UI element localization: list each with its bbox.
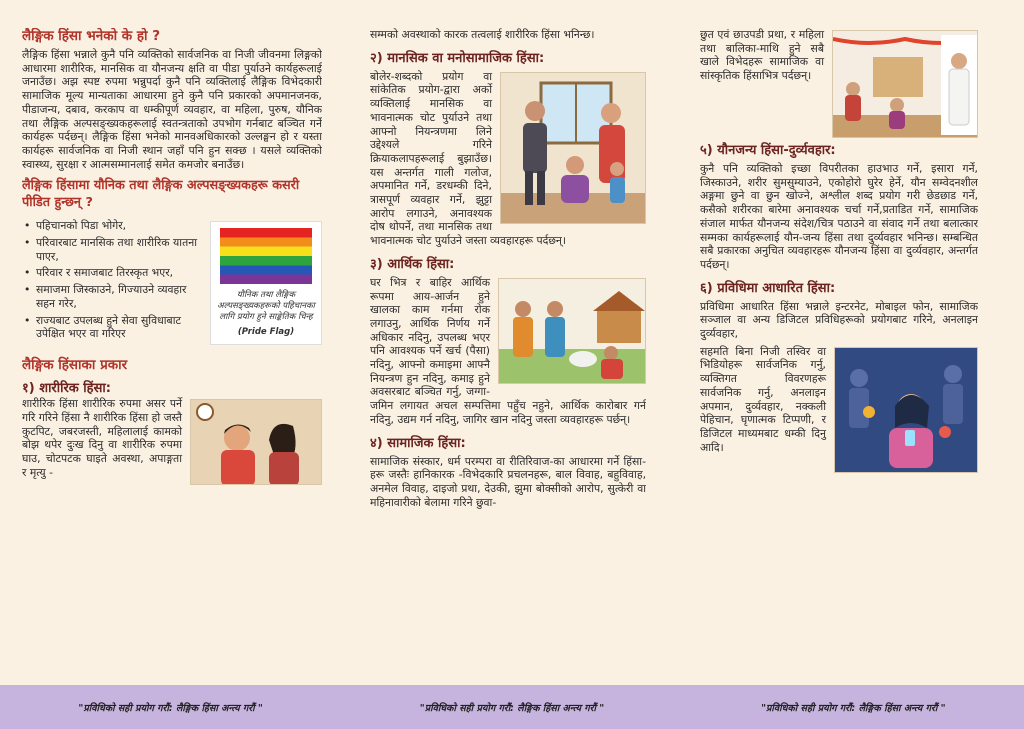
tech-text-cont: सहमति बिना निजी तस्विर वा भिडियोहरू सार्वजनिक गर्नु, व्यक्तिगत विवरणहरू सार्वजनिक गर्नु, अनलाइन अपमान, दुर्व्यवहार, नक्कली पेहिचान, घृणात्मक टिप्पणी, र डिजिटल माध्यमबाट धम्की दिनु आदि। bbox=[700, 344, 826, 454]
tech-text: प्रविधिमा आधारित हिंसा भन्नाले इन्टरनेट, मोबाइल फोन, सामाजिक सञ्जाल वा अन्य डिजिटल प्रविधिहरूको प्रयोगबाट गरिने, अनलाइन दुर्व्यवहार, bbox=[700, 299, 978, 341]
physical-text-cont: सम्मको अवस्थाको कारक तत्वलाई शारीरिक हिंसा भनिन्छ। bbox=[370, 28, 595, 41]
physical-violence-illustration bbox=[190, 399, 322, 485]
mental-violence-illustration bbox=[500, 72, 646, 224]
pride-flag-name: (Pride Flag) bbox=[237, 327, 295, 338]
heading-mental: २) मानसिक वा मनोसामाजिक हिंसा: bbox=[370, 50, 545, 66]
tech-violence-illustration bbox=[834, 347, 978, 473]
footer-slogan-2: "प्रविधिको सही प्रयोग गरौं: लैङ्गिक हिंसा अन्त्य गरौं " bbox=[419, 702, 605, 714]
social-violence-illustration bbox=[832, 30, 978, 138]
heading-what-is-gbv: लैङ्गिक हिंसा भनेको के हो ? bbox=[22, 28, 161, 44]
pride-flag-caption: यौनिक तथा लैङ्गिक अल्पसङ्ख्यकहरूको पहिचानका लागि प्रयोग हुने साङ्केतिक चिन्ह bbox=[217, 290, 315, 323]
economic-violence-illustration bbox=[498, 278, 646, 384]
heading-economic: ३) आर्थिक हिंसा: bbox=[370, 256, 455, 272]
list-item: • परिवारबाट मानसिक तथा शारीरिक यातना पाएर, bbox=[22, 236, 322, 263]
heading-physical: १) शारीरिक हिंसा: bbox=[22, 381, 111, 397]
list-item: • परिवार र समाजबाट तिरस्कृत भएर, bbox=[22, 266, 322, 280]
economic-text: घर भित्र र बाहिर आर्थिक रूपमा आय-आर्जन हुने खालका काम गर्नमा रोक लगाउनु, आर्थिक निर्णय गर्ने अधिकार नदिनु, उपलब्ध भएर पनि आवश्यक पर्ने खर्च (पैसा) नदिनु, आफ्नो कमाइमा आफ्नै नियन्त्रण हुन नदिनु, कमाइ हुने अवसरबाट बञ्चित गर्नु, जग्गा-जमिन लगायत अचल सम्पत्तिमा पहुँच नहुने, आर्थिक कारोबार गर्न नदिनु, उद्यम गर्न नदिनु, जागिर खान नदिनु जस्ता व्यवहारहरू पर्छन्। bbox=[370, 275, 646, 426]
list-item: • पहिचानको पिडा भोगेर, bbox=[22, 219, 322, 233]
social-text-cont: छुत एवं छाउपडी प्रथा, र महिला तथा बालिका-माथि हुने सबै खाले विभेदहरू सामाजिक वा सांस्कृतिक हिंसाभित्र पर्दछन्। bbox=[700, 28, 824, 83]
footer-bar bbox=[0, 685, 1024, 729]
column-3 bbox=[700, 28, 978, 683]
heading-types: लैङ्गिक हिंसाका प्रकार bbox=[22, 357, 128, 374]
heading-social: ४) सामाजिक हिंसा: bbox=[370, 435, 466, 451]
heading-sexual: ५) यौनजन्य हिंसा-दुर्व्यवहार: bbox=[700, 143, 836, 158]
physical-text: शारीरिक हिंसा शारीरिक रुपमा असर पर्ने गरि गरिने हिंसा नै शारीरिक हिंसा हो जस्तै कुटपिट, जबरजस्ती, महिलालाई कामको बोझ थपेर दुःख दिनु वा शारीरिक रुपमा घाउ, चोटपटक घाइते अवस्था, अपाङ्गता र मृत्यु - bbox=[22, 397, 182, 479]
column-1 bbox=[22, 28, 322, 683]
list-item: • समाजमा जिस्काउने, गिज्याउने व्यवहार सहन गरेर, bbox=[22, 283, 322, 310]
heading-tech: ६) प्रविधिमा आधारित हिंसा: bbox=[700, 280, 836, 296]
column-2 bbox=[370, 28, 646, 683]
social-text: सामाजिक संस्कार, धर्म परम्परा वा रीतिरिवाज-का आधारमा गर्ने हिंसा-हरू जस्तैः हानिकारक -विभेदकारि प्रचलनहरू, बाल विवाह, बहुविवाह, अनमेल विवाह, दाइजो प्रथा, देउकी, झुमा बोक्सीको आरोप, सुत्केरी वा महिनावारीको बेलामा गरिने छुवा- bbox=[370, 454, 646, 509]
sexual-text: कुनै पनि व्यक्तिको इच्छा विपरीतका हाउभाउ गर्ने, इसारा गर्ने, जिस्काउने, शरीर सुमसुम्याउने, एकोहोरो घुरेर हेर्ने, यौन सम्वेदनशील अङ्गमा छुने वा छुन खोज्ने, अश्लील शब्द प्रयोग गरी छेडछाड गर्ने, कसैको शरीरका बारेमा अनावश्यक चर्चा गर्ने,प्रताडित गर्ने, सामाजिक संजाल मार्फत यौनजन्य संदेश/चित्र पठाउने वा संवाद गर्ने तथा बलात्कार सम्मका कार्यहरूलाई यौन-जन्य हिंसा तथा दुर्व्यवहार भनिन्छ। सम्बन्धित सबै प्रकारका अनुचित व्यवहारहरू यौनजन्य हिंसा वा दुर्व्यवहार, अन्तर्गत पर्दछन्। bbox=[700, 162, 978, 271]
footer-slogan-1: "प्रविधिको सही प्रयोग गरौं: लैङ्गिक हिंसा अन्त्य गरौं " bbox=[78, 702, 263, 714]
mental-text: बोलेर-शब्दको प्रयोग वा सांकेतिक प्रयोग-द्वारा अर्को व्यक्तिलाई मानसिक वा भावनात्मक चोट पुर्याउने तथा आफ्नो नियन्त्रणमा लिने उद्देश्यले गरिने क्रियाकलापहरूलाई बुझाउँछ। यस अन्तर्गत गाली गलोज, अपमानित गर्ने, डरधम्की दिने, त्रासपूर्ण व्यवहार गर्ने, झुट्टा आरोप लगाउने, अनावश्यक दोष थोपर्ने, तथा मानसिक तथा भावनात्मक चोट पुर्याउने जस्ता व्यवहारहरू पर्दछन्। bbox=[370, 69, 567, 248]
footer-slogan-3: "प्रविधिको सही प्रयोग गरौं: लैङ्गिक हिंसा अन्त्य गरौं " bbox=[761, 702, 946, 714]
list-item: • राज्यबाट उपलब्ध हुने सेवा सुविधाबाट उपेक्षित भएर वा गरिएर bbox=[22, 314, 322, 341]
gbv-definition: लैङ्गिक हिंसा भन्नाले कुनै पनि व्यक्तिको सार्वजनिक वा निजी जीवनमा लिङ्गको आधारमा शारीरिक, मानसिक वा यौनजन्य क्षति वा पीडा पुर्याउने कार्यहरूलाई जनाउँछ। अझ स्पष्ट रुपमा भन्नुपर्दा कुनै पनि व्यक्तिलाई लैङ्गिक विभेदकारी सामाजिक मूल्य मान्यताका आधारमा हुने कुनै पनि प्रकारको अपमानजनक, पीडाजन्य, दबाव, करकाप वा धम्कीपूर्ण व्यवहार, वा महिला, पुरुष, यौनिक तथा लैङ्गिक अल्पसङ्ख्यकहरूलाई स्वतन्त्रताको उपभोग गर्नबाट बञ्चित गर्ने कार्यहरू पर्दछन्। लैङ्गिक हिंसा भनेको मानवअधिकारको उल्लङ्घन हो र यस्ता कार्यहरू सार्वजनिक वा निजी स्थान जहाँ पनि हुन सक्छ । यसले व्यक्तिको स्वास्थ्य, सुरक्षा र आत्मसम्मानलाई समेत कमजोर बनाउँछ। bbox=[22, 48, 322, 171]
heading-minorities: लैङ्गिक हिंसामा यौनिक तथा लैङ्गिक अल्पसङ्ख्यकहरू कसरी पीडित हुन्छन् ? bbox=[22, 178, 300, 211]
